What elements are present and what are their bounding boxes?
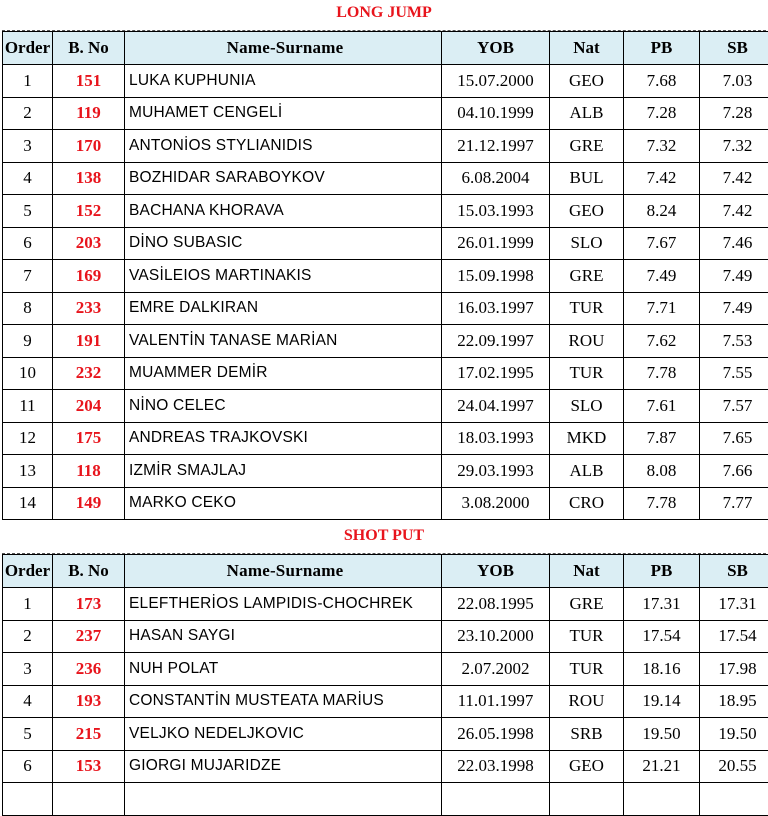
personal-best: 7.87 — [624, 422, 700, 455]
nationality: GEO — [550, 195, 624, 228]
season-best — [700, 783, 768, 816]
year-of-birth: 11.01.1997 — [442, 685, 550, 718]
header-pb: PB — [624, 32, 700, 65]
nationality: BUL — [550, 162, 624, 195]
shot-put-rows — [3, 588, 768, 816]
athlete-name: NUH POLAT — [125, 653, 442, 686]
table-row — [3, 718, 768, 751]
nationality: TUR — [550, 620, 624, 653]
table-row — [3, 487, 768, 520]
year-of-birth: 23.10.2000 — [442, 620, 550, 653]
season-best: 7.55 — [700, 357, 768, 390]
order-cell: 4 — [3, 685, 53, 718]
order-cell: 1 — [3, 65, 53, 98]
bib-number: 215 — [53, 718, 125, 751]
athlete-name: VASİLEIOS MARTINAKIS — [125, 260, 442, 293]
bib-number: 191 — [53, 325, 125, 358]
header-sb: SB — [700, 555, 768, 588]
athlete-name: IZMİR SMAJLAJ — [125, 455, 442, 488]
nationality: ALB — [550, 455, 624, 488]
table-row — [3, 750, 768, 783]
athlete-name — [125, 783, 442, 816]
year-of-birth: 21.12.1997 — [442, 130, 550, 163]
table-row — [3, 65, 768, 98]
bib-number: 232 — [53, 357, 125, 390]
nationality: ROU — [550, 685, 624, 718]
order-cell: 4 — [3, 162, 53, 195]
table-row — [3, 130, 768, 163]
nationality: SLO — [550, 390, 624, 423]
order-cell: 5 — [3, 718, 53, 751]
athlete-name: DİNO SUBASIC — [125, 227, 442, 260]
order-cell: 7 — [3, 260, 53, 293]
order-cell: 8 — [3, 292, 53, 325]
bib-number: 169 — [53, 260, 125, 293]
season-best: 7.32 — [700, 130, 768, 163]
bib-number: 203 — [53, 227, 125, 260]
season-best: 7.53 — [700, 325, 768, 358]
table-row — [3, 357, 768, 390]
nationality: TUR — [550, 292, 624, 325]
header-nat: Nat — [550, 32, 624, 65]
personal-best: 7.42 — [624, 162, 700, 195]
season-best: 7.65 — [700, 422, 768, 455]
order-cell: 14 — [3, 487, 53, 520]
personal-best: 7.78 — [624, 487, 700, 520]
year-of-birth: 22.08.1995 — [442, 588, 550, 621]
nationality: GRE — [550, 588, 624, 621]
personal-best: 17.54 — [624, 620, 700, 653]
personal-best: 19.50 — [624, 718, 700, 751]
personal-best: 7.67 — [624, 227, 700, 260]
personal-best: 7.28 — [624, 97, 700, 130]
season-best: 7.66 — [700, 455, 768, 488]
header-pb: PB — [624, 555, 700, 588]
athlete-name: NİNO CELEC — [125, 390, 442, 423]
order-cell: 12 — [3, 422, 53, 455]
personal-best: 18.16 — [624, 653, 700, 686]
personal-best: 21.21 — [624, 750, 700, 783]
nationality: TUR — [550, 357, 624, 390]
year-of-birth: 22.03.1998 — [442, 750, 550, 783]
bib-number: 173 — [53, 588, 125, 621]
year-of-birth: 24.04.1997 — [442, 390, 550, 423]
year-of-birth: 6.08.2004 — [442, 162, 550, 195]
order-cell: 13 — [3, 455, 53, 488]
order-cell: 3 — [3, 130, 53, 163]
table-row — [3, 260, 768, 293]
shot-put-table — [2, 554, 768, 816]
bib-number — [53, 783, 125, 816]
long-jump-rows — [3, 65, 768, 520]
personal-best: 7.61 — [624, 390, 700, 423]
nationality: GRE — [550, 130, 624, 163]
year-of-birth — [442, 783, 550, 816]
table-row — [3, 455, 768, 488]
header-bib: B. No — [53, 32, 125, 65]
table-row — [3, 685, 768, 718]
long-jump-table — [2, 31, 768, 520]
header-name: Name-Surname — [125, 555, 442, 588]
table-row — [3, 325, 768, 358]
athlete-name: VELJKO NEDELJKOVIC — [125, 718, 442, 751]
year-of-birth: 15.07.2000 — [442, 65, 550, 98]
nationality: GRE — [550, 260, 624, 293]
header-nat: Nat — [550, 555, 624, 588]
bib-number: 233 — [53, 292, 125, 325]
order-cell: 2 — [3, 97, 53, 130]
athlete-name: EMRE DALKIRAN — [125, 292, 442, 325]
athlete-name: ELEFTHERİOS LAMPIDIS-CHOCHREK — [125, 588, 442, 621]
athlete-name: MARKO CEKO — [125, 487, 442, 520]
order-cell: 10 — [3, 357, 53, 390]
event-title-long-jump: LONG JUMP — [336, 4, 432, 21]
header-bib: B. No — [53, 555, 125, 588]
table-header-row — [3, 555, 768, 588]
personal-best: 7.71 — [624, 292, 700, 325]
nationality: SLO — [550, 227, 624, 260]
order-cell — [3, 783, 53, 816]
table-row — [3, 653, 768, 686]
athlete-name: VALENTİN TANASE MARİAN — [125, 325, 442, 358]
order-cell: 11 — [3, 390, 53, 423]
bib-number: 152 — [53, 195, 125, 228]
nationality: ROU — [550, 325, 624, 358]
bib-number: 149 — [53, 487, 125, 520]
bib-number: 204 — [53, 390, 125, 423]
personal-best: 19.14 — [624, 685, 700, 718]
table-row — [3, 97, 768, 130]
bib-number: 237 — [53, 620, 125, 653]
nationality: CRO — [550, 487, 624, 520]
header-yob: YOB — [442, 555, 550, 588]
order-cell: 1 — [3, 588, 53, 621]
athlete-name: HASAN SAYGI — [125, 620, 442, 653]
table-row — [3, 620, 768, 653]
athlete-name: ANDREAS TRAJKOVSKI — [125, 422, 442, 455]
year-of-birth: 3.08.2000 — [442, 487, 550, 520]
athlete-name: ANTONİOS STYLIANIDIS — [125, 130, 442, 163]
bib-number: 119 — [53, 97, 125, 130]
season-best: 17.98 — [700, 653, 768, 686]
nationality: SRB — [550, 718, 624, 751]
personal-best: 7.49 — [624, 260, 700, 293]
table-header-row — [3, 32, 768, 65]
table-row — [3, 292, 768, 325]
season-best: 7.49 — [700, 260, 768, 293]
season-best: 7.49 — [700, 292, 768, 325]
year-of-birth: 16.03.1997 — [442, 292, 550, 325]
bib-number: 118 — [53, 455, 125, 488]
bib-number: 236 — [53, 653, 125, 686]
table-row — [3, 162, 768, 195]
season-best: 17.31 — [700, 588, 768, 621]
bib-number: 193 — [53, 685, 125, 718]
header-yob: YOB — [442, 32, 550, 65]
order-cell: 2 — [3, 620, 53, 653]
bib-number: 175 — [53, 422, 125, 455]
header-order: Order — [3, 32, 53, 65]
athlete-name: LUKA KUPHUNIA — [125, 65, 442, 98]
year-of-birth: 29.03.1993 — [442, 455, 550, 488]
athlete-name: GIORGI MUJARIDZE — [125, 750, 442, 783]
nationality: TUR — [550, 653, 624, 686]
season-best: 7.77 — [700, 487, 768, 520]
year-of-birth: 17.02.1995 — [442, 357, 550, 390]
season-best: 17.54 — [700, 620, 768, 653]
personal-best: 7.68 — [624, 65, 700, 98]
header-order: Order — [3, 555, 53, 588]
personal-best: 7.32 — [624, 130, 700, 163]
year-of-birth: 04.10.1999 — [442, 97, 550, 130]
year-of-birth: 22.09.1997 — [442, 325, 550, 358]
table-row — [3, 390, 768, 423]
personal-best — [624, 783, 700, 816]
bib-number: 153 — [53, 750, 125, 783]
season-best: 7.46 — [700, 227, 768, 260]
athlete-name: BACHANA KHORAVA — [125, 195, 442, 228]
season-best: 7.03 — [700, 65, 768, 98]
order-cell: 5 — [3, 195, 53, 228]
bib-number: 151 — [53, 65, 125, 98]
table-row — [3, 783, 768, 816]
season-best: 19.50 — [700, 718, 768, 751]
order-cell: 3 — [3, 653, 53, 686]
header-name: Name-Surname — [125, 32, 442, 65]
nationality: GEO — [550, 65, 624, 98]
athlete-name: MUHAMET CENGELİ — [125, 97, 442, 130]
nationality: GEO — [550, 750, 624, 783]
nationality: MKD — [550, 422, 624, 455]
table-row — [3, 588, 768, 621]
order-cell: 6 — [3, 227, 53, 260]
table-row — [3, 227, 768, 260]
season-best: 7.42 — [700, 195, 768, 228]
personal-best: 8.24 — [624, 195, 700, 228]
bib-number: 138 — [53, 162, 125, 195]
nationality: ALB — [550, 97, 624, 130]
personal-best: 7.78 — [624, 357, 700, 390]
year-of-birth: 26.01.1999 — [442, 227, 550, 260]
athlete-name: MUAMMER DEMİR — [125, 357, 442, 390]
season-best: 7.42 — [700, 162, 768, 195]
personal-best: 8.08 — [624, 455, 700, 488]
table-row — [3, 422, 768, 455]
season-best: 18.95 — [700, 685, 768, 718]
order-cell: 9 — [3, 325, 53, 358]
personal-best: 7.62 — [624, 325, 700, 358]
athlete-name: BOZHIDAR SARABOYKOV — [125, 162, 442, 195]
header-sb: SB — [700, 32, 768, 65]
year-of-birth: 15.09.1998 — [442, 260, 550, 293]
athlete-name: CONSTANTİN MUSTEATA MARİUS — [125, 685, 442, 718]
personal-best: 17.31 — [624, 588, 700, 621]
bib-number: 170 — [53, 130, 125, 163]
year-of-birth: 18.03.1993 — [442, 422, 550, 455]
table-row — [3, 195, 768, 228]
event-title-shot-put: SHOT PUT — [343, 527, 425, 544]
year-of-birth: 2.07.2002 — [442, 653, 550, 686]
season-best: 7.28 — [700, 97, 768, 130]
year-of-birth: 15.03.1993 — [442, 195, 550, 228]
order-cell: 6 — [3, 750, 53, 783]
nationality — [550, 783, 624, 816]
season-best: 20.55 — [700, 750, 768, 783]
season-best: 7.57 — [700, 390, 768, 423]
year-of-birth: 26.05.1998 — [442, 718, 550, 751]
